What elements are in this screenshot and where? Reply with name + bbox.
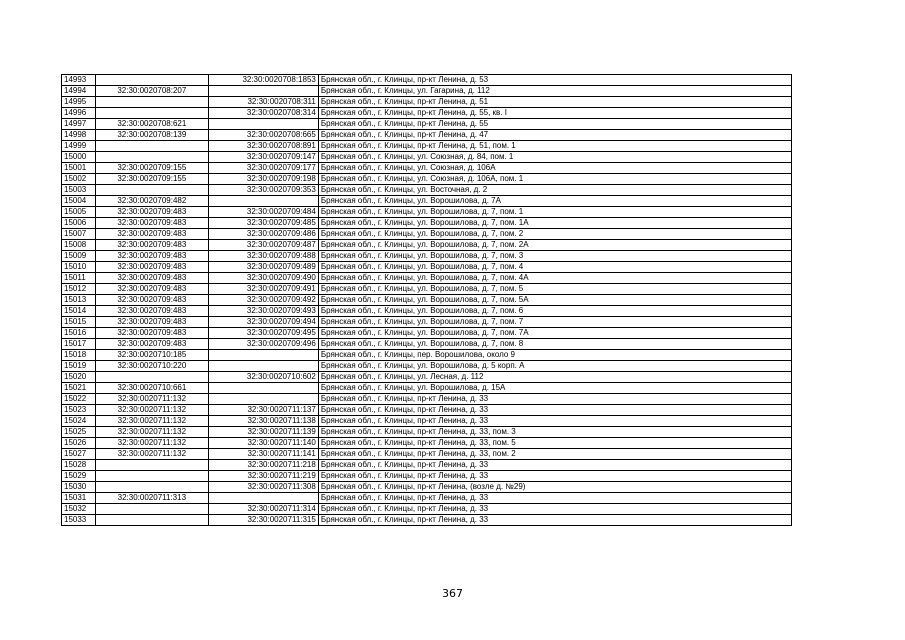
land-cadastral-number-cell: [95, 504, 209, 515]
table-row: [62, 141, 792, 152]
address-cell: Брянская обл., г. Клинцы, ул. Ворошилова, д. 15А: [318, 383, 791, 394]
row-number-cell: 15025: [62, 427, 96, 438]
land-cadastral-number-cell: [95, 372, 209, 383]
row-number-cell: 15033: [62, 515, 96, 526]
object-cadastral-number-cell: 32:30:0020709:496: [209, 339, 319, 350]
address-cell: Брянская обл., г. Клинцы, пр-кт Ленина, д. 53: [318, 75, 791, 86]
table-row: [62, 361, 792, 372]
row-number-cell: 15015: [62, 317, 96, 328]
row-number-cell: 14996: [62, 108, 96, 119]
land-cadastral-number-cell: [95, 460, 209, 471]
row-number-cell: 15006: [62, 218, 96, 229]
row-number-cell: 15030: [62, 482, 96, 493]
land-cadastral-number-cell: 32:30:0020709:483: [95, 262, 209, 273]
row-number-cell: 15004: [62, 196, 96, 207]
table-row: [62, 482, 792, 493]
address-cell: Брянская обл., г. Клинцы, ул. Ворошилова, д. 7, пом. 5: [318, 284, 791, 295]
table-row: [62, 295, 792, 306]
table-row: [62, 273, 792, 284]
land-cadastral-number-cell: 32:30:0020709:483: [95, 284, 209, 295]
address-cell: Брянская обл., г. Клинцы, ул. Ворошилова, д. 7, пом. 4А: [318, 273, 791, 284]
land-cadastral-number-cell: [95, 141, 209, 152]
land-cadastral-number-cell: [95, 75, 209, 86]
address-cell: Брянская обл., г. Клинцы, ул. Ворошилова, д. 7, пом. 1А: [318, 218, 791, 229]
object-cadastral-number-cell: 32:30:0020709:490: [209, 273, 319, 284]
land-cadastral-number-cell: 32:30:0020709:483: [95, 273, 209, 284]
address-cell: Брянская обл., г. Клинцы, ул. Ворошилова, д. 7, пом. 3: [318, 251, 791, 262]
object-cadastral-number-cell: 32:30:0020711:308: [209, 482, 319, 493]
object-cadastral-number-cell: [209, 361, 319, 372]
land-cadastral-number-cell: 32:30:0020709:155: [95, 174, 209, 185]
table-row: [62, 86, 792, 97]
address-cell: Брянская обл., г. Клинцы, пр-кт Ленина, д. 33: [318, 515, 791, 526]
land-cadastral-number-cell: 32:30:0020711:132: [95, 405, 209, 416]
address-cell: Брянская обл., г. Клинцы, пр-кт Ленина, д. 33: [318, 471, 791, 482]
object-cadastral-number-cell: 32:30:0020709:491: [209, 284, 319, 295]
table-row: [62, 383, 792, 394]
table-row: [62, 317, 792, 328]
land-cadastral-number-cell: [95, 108, 209, 119]
object-cadastral-number-cell: 32:30:0020709:485: [209, 218, 319, 229]
address-cell: Брянская обл., г. Клинцы, пр-кт Ленина, д. 55: [318, 119, 791, 130]
row-number-cell: 15001: [62, 163, 96, 174]
object-cadastral-number-cell: 32:30:0020709:493: [209, 306, 319, 317]
row-number-cell: 15000: [62, 152, 96, 163]
cadastral-register-table: [61, 74, 792, 526]
address-cell: Брянская обл., г. Клинцы, ул. Восточная, д. 2: [318, 185, 791, 196]
land-cadastral-number-cell: 32:30:0020710:185: [95, 350, 209, 361]
table-row: [62, 460, 792, 471]
address-cell: Брянская обл., г. Клинцы, ул. Ворошилова, д. 7, пом. 7: [318, 317, 791, 328]
object-cadastral-number-cell: 32:30:0020709:495: [209, 328, 319, 339]
row-number-cell: 14995: [62, 97, 96, 108]
land-cadastral-number-cell: 32:30:0020709:483: [95, 328, 209, 339]
row-number-cell: 14997: [62, 119, 96, 130]
address-cell: Брянская обл., г. Клинцы, пр-кт Ленина, д. 33: [318, 493, 791, 504]
object-cadastral-number-cell: 32:30:0020708:314: [209, 108, 319, 119]
row-number-cell: 14993: [62, 75, 96, 86]
land-cadastral-number-cell: 32:30:0020709:483: [95, 240, 209, 251]
row-number-cell: 15011: [62, 273, 96, 284]
land-cadastral-number-cell: 32:30:0020711:132: [95, 427, 209, 438]
row-number-cell: 14998: [62, 130, 96, 141]
land-cadastral-number-cell: 32:30:0020709:483: [95, 317, 209, 328]
table-row: [62, 262, 792, 273]
land-cadastral-number-cell: 32:30:0020711:313: [95, 493, 209, 504]
object-cadastral-number-cell: 32:30:0020711:219: [209, 471, 319, 482]
object-cadastral-number-cell: 32:30:0020711:140: [209, 438, 319, 449]
row-number-cell: 15002: [62, 174, 96, 185]
address-cell: Брянская обл., г. Клинцы, пр-кт Ленина, д. 51: [318, 97, 791, 108]
table-row: [62, 240, 792, 251]
row-number-cell: 15014: [62, 306, 96, 317]
address-cell: Брянская обл., г. Клинцы, ул. Ворошилова, д. 7А: [318, 196, 791, 207]
table-row: [62, 97, 792, 108]
address-cell: Брянская обл., г. Клинцы, ул. Гагарина, д. 112: [318, 86, 791, 97]
table-row: [62, 163, 792, 174]
table-row: [62, 174, 792, 185]
row-number-cell: 15020: [62, 372, 96, 383]
row-number-cell: 15031: [62, 493, 96, 504]
address-cell: Брянская обл., г. Клинцы, пр-кт Ленина, д. 33: [318, 394, 791, 405]
address-cell: Брянская обл., г. Клинцы, ул. Ворошилова, д. 7, пом. 2: [318, 229, 791, 240]
land-cadastral-number-cell: 32:30:0020709:483: [95, 295, 209, 306]
table-row: [62, 504, 792, 515]
land-cadastral-number-cell: 32:30:0020710:661: [95, 383, 209, 394]
object-cadastral-number-cell: 32:30:0020709:353: [209, 185, 319, 196]
table-row: [62, 196, 792, 207]
address-cell: Брянская обл., г. Клинцы, ул. Ворошилова, д. 7, пом. 4: [318, 262, 791, 273]
object-cadastral-number-cell: 32:30:0020709:147: [209, 152, 319, 163]
row-number-cell: 14999: [62, 141, 96, 152]
land-cadastral-number-cell: 32:30:0020708:621: [95, 119, 209, 130]
address-cell: Брянская обл., г. Клинцы, ул. Союзная, д. 106А: [318, 163, 791, 174]
row-number-cell: 15019: [62, 361, 96, 372]
table-row: [62, 372, 792, 383]
object-cadastral-number-cell: 32:30:0020711:315: [209, 515, 319, 526]
land-cadastral-number-cell: 32:30:0020709:482: [95, 196, 209, 207]
object-cadastral-number-cell: [209, 493, 319, 504]
table-row: [62, 471, 792, 482]
object-cadastral-number-cell: 32:30:0020708:665: [209, 130, 319, 141]
row-number-cell: 15009: [62, 251, 96, 262]
table-row: [62, 306, 792, 317]
land-cadastral-number-cell: [95, 471, 209, 482]
table-row: [62, 75, 792, 86]
object-cadastral-number-cell: [209, 350, 319, 361]
row-number-cell: 15029: [62, 471, 96, 482]
object-cadastral-number-cell: 32:30:0020711:314: [209, 504, 319, 515]
land-cadastral-number-cell: 32:30:0020711:132: [95, 449, 209, 460]
land-cadastral-number-cell: 32:30:0020709:483: [95, 207, 209, 218]
object-cadastral-number-cell: [209, 86, 319, 97]
land-cadastral-number-cell: 32:30:0020709:483: [95, 218, 209, 229]
address-cell: Брянская обл., г. Клинцы, пр-кт Ленина, д. 55, кв. I: [318, 108, 791, 119]
table-row: [62, 284, 792, 295]
address-cell: Брянская обл., г. Клинцы, ул. Ворошилова, д. 7, пом. 7А: [318, 328, 791, 339]
address-cell: Брянская обл., г. Клинцы, пр-кт Ленина, (возле д. №29): [318, 482, 791, 493]
row-number-cell: 14994: [62, 86, 96, 97]
row-number-cell: 15012: [62, 284, 96, 295]
row-number-cell: 15007: [62, 229, 96, 240]
object-cadastral-number-cell: 32:30:0020710:602: [209, 372, 319, 383]
object-cadastral-number-cell: 32:30:0020708:1853: [209, 75, 319, 86]
object-cadastral-number-cell: [209, 196, 319, 207]
object-cadastral-number-cell: 32:30:0020711:137: [209, 405, 319, 416]
address-cell: Брянская обл., г. Клинцы, пр-кт Ленина, д. 33, пом. 3: [318, 427, 791, 438]
land-cadastral-number-cell: [95, 97, 209, 108]
land-cadastral-number-cell: [95, 185, 209, 196]
address-cell: Брянская обл., г. Клинцы, пр-кт Ленина, д. 33: [318, 416, 791, 427]
land-cadastral-number-cell: [95, 482, 209, 493]
table-row: [62, 119, 792, 130]
row-number-cell: 15032: [62, 504, 96, 515]
table-row: [62, 493, 792, 504]
address-cell: Брянская обл., г. Клинцы, пр-кт Ленина, д. 33: [318, 504, 791, 515]
land-cadastral-number-cell: 32:30:0020709:483: [95, 339, 209, 350]
object-cadastral-number-cell: 32:30:0020709:488: [209, 251, 319, 262]
table-row: [62, 438, 792, 449]
object-cadastral-number-cell: [209, 394, 319, 405]
object-cadastral-number-cell: 32:30:0020708:311: [209, 97, 319, 108]
object-cadastral-number-cell: 32:30:0020709:489: [209, 262, 319, 273]
row-number-cell: 15003: [62, 185, 96, 196]
address-cell: Брянская обл., г. Клинцы, пр-кт Ленина, д. 47: [318, 130, 791, 141]
land-cadastral-number-cell: [95, 515, 209, 526]
address-cell: Брянская обл., г. Клинцы, пр-кт Ленина, д. 33: [318, 405, 791, 416]
object-cadastral-number-cell: 32:30:0020708:891: [209, 141, 319, 152]
address-cell: Брянская обл., г. Клинцы, ул. Союзная, д. 84, пом. 1: [318, 152, 791, 163]
row-number-cell: 15026: [62, 438, 96, 449]
land-cadastral-number-cell: 32:30:0020708:207: [95, 86, 209, 97]
object-cadastral-number-cell: [209, 119, 319, 130]
address-cell: Брянская обл., г. Клинцы, ул. Ворошилова, д. 7, пом. 6: [318, 306, 791, 317]
table-row: [62, 108, 792, 119]
row-number-cell: 15024: [62, 416, 96, 427]
table-row: [62, 130, 792, 141]
land-cadastral-number-cell: 32:30:0020708:139: [95, 130, 209, 141]
address-cell: Брянская обл., г. Клинцы, ул. Союзная, д. 106А, пом. 1: [318, 174, 791, 185]
address-cell: Брянская обл., г. Клинцы, ул. Ворошилова, д. 5 корп. А: [318, 361, 791, 372]
land-cadastral-number-cell: [95, 152, 209, 163]
table-row: [62, 152, 792, 163]
table-row: [62, 207, 792, 218]
row-number-cell: 15028: [62, 460, 96, 471]
row-number-cell: 15008: [62, 240, 96, 251]
row-number-cell: 15021: [62, 383, 96, 394]
row-number-cell: 15027: [62, 449, 96, 460]
land-cadastral-number-cell: 32:30:0020709:483: [95, 229, 209, 240]
table-row: [62, 405, 792, 416]
row-number-cell: 15017: [62, 339, 96, 350]
table-row: [62, 229, 792, 240]
address-cell: Брянская обл., г. Клинцы, ул. Лесная, д. 112: [318, 372, 791, 383]
address-cell: Брянская обл., г. Клинцы, пр-кт Ленина, д. 33, пом. 5: [318, 438, 791, 449]
table-row: [62, 350, 792, 361]
object-cadastral-number-cell: 32:30:0020709:494: [209, 317, 319, 328]
row-number-cell: 15005: [62, 207, 96, 218]
address-cell: Брянская обл., г. Клинцы, пр-кт Ленина, д. 33: [318, 460, 791, 471]
address-cell: Брянская обл., г. Клинцы, ул. Ворошилова, д. 7, пом. 5А: [318, 295, 791, 306]
land-cadastral-number-cell: 32:30:0020711:132: [95, 438, 209, 449]
table-row: [62, 339, 792, 350]
row-number-cell: 15013: [62, 295, 96, 306]
table-row: [62, 328, 792, 339]
land-cadastral-number-cell: 32:30:0020709:155: [95, 163, 209, 174]
object-cadastral-number-cell: [209, 383, 319, 394]
page-number: 367: [442, 587, 463, 600]
table-row: [62, 416, 792, 427]
object-cadastral-number-cell: 32:30:0020711:138: [209, 416, 319, 427]
table-row: [62, 427, 792, 438]
table-body: [62, 75, 792, 526]
address-cell: Брянская обл., г. Клинцы, пр-кт Ленина, д. 51, пом. 1: [318, 141, 791, 152]
object-cadastral-number-cell: 32:30:0020709:492: [209, 295, 319, 306]
row-number-cell: 15018: [62, 350, 96, 361]
object-cadastral-number-cell: 32:30:0020711:218: [209, 460, 319, 471]
object-cadastral-number-cell: 32:30:0020709:198: [209, 174, 319, 185]
address-cell: Брянская обл., г. Клинцы, ул. Ворошилова, д. 7, пом. 1: [318, 207, 791, 218]
land-cadastral-number-cell: 32:30:0020711:132: [95, 416, 209, 427]
land-cadastral-number-cell: 32:30:0020709:483: [95, 306, 209, 317]
row-number-cell: 15022: [62, 394, 96, 405]
table-row: [62, 394, 792, 405]
object-cadastral-number-cell: 32:30:0020711:139: [209, 427, 319, 438]
object-cadastral-number-cell: 32:30:0020709:177: [209, 163, 319, 174]
land-cadastral-number-cell: 32:30:0020711:132: [95, 394, 209, 405]
object-cadastral-number-cell: 32:30:0020711:141: [209, 449, 319, 460]
table-row: [62, 218, 792, 229]
land-cadastral-number-cell: 32:30:0020709:483: [95, 251, 209, 262]
address-cell: Брянская обл., г. Клинцы, ул. Ворошилова, д. 7, пом. 8: [318, 339, 791, 350]
object-cadastral-number-cell: 32:30:0020709:486: [209, 229, 319, 240]
table-row: [62, 515, 792, 526]
address-cell: Брянская обл., г. Клинцы, ул. Ворошилова, д. 7, пом. 2А: [318, 240, 791, 251]
land-cadastral-number-cell: 32:30:0020710:220: [95, 361, 209, 372]
object-cadastral-number-cell: 32:30:0020709:484: [209, 207, 319, 218]
table-row: [62, 185, 792, 196]
row-number-cell: 15016: [62, 328, 96, 339]
address-cell: Брянская обл., г. Клинцы, пер. Ворошилова, около 9: [318, 350, 791, 361]
address-cell: Брянская обл., г. Клинцы, пр-кт Ленина, д. 33, пом. 2: [318, 449, 791, 460]
object-cadastral-number-cell: 32:30:0020709:487: [209, 240, 319, 251]
table-row: [62, 449, 792, 460]
table-row: [62, 251, 792, 262]
row-number-cell: 15023: [62, 405, 96, 416]
row-number-cell: 15010: [62, 262, 96, 273]
